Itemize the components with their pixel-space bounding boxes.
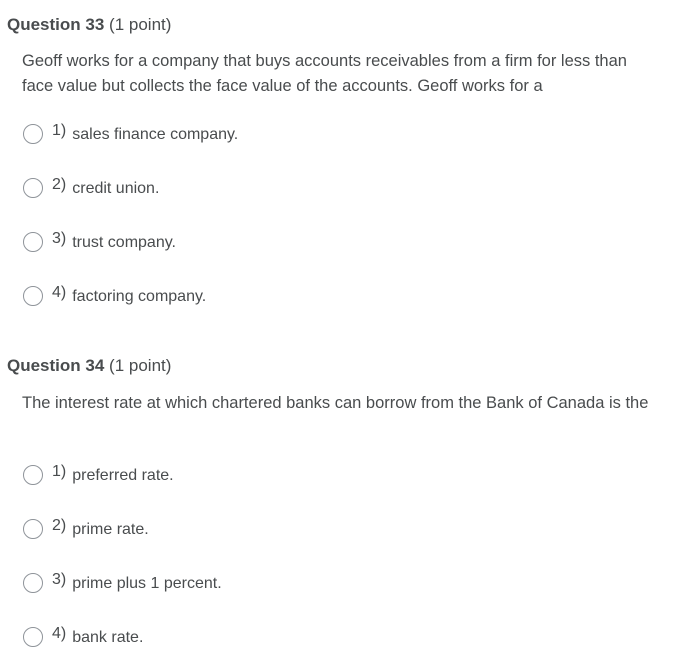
option-label: credit union.: [72, 180, 160, 197]
radio-button[interactable]: [23, 627, 43, 647]
option-1[interactable]: [23, 121, 238, 147]
option-number: 3): [52, 230, 67, 247]
question-points: (1 point): [109, 356, 172, 375]
option-label: prime plus 1 percent.: [72, 575, 222, 592]
option-2[interactable]: [23, 516, 149, 542]
option-4[interactable]: [23, 624, 143, 650]
option-1[interactable]: [23, 462, 174, 488]
option-3[interactable]: [23, 570, 222, 596]
question-number: Question 33: [7, 15, 105, 34]
radio-button[interactable]: [23, 573, 43, 593]
question-text: Geoff works for a company that buys accounts receivables from a firm for less than face value but collects the face value of the accounts. Geoff works for a: [22, 52, 627, 95]
option-number: 1): [52, 122, 67, 139]
option-number: 1): [52, 463, 67, 480]
radio-button[interactable]: [23, 465, 43, 485]
option-label: trust company.: [72, 234, 176, 251]
option-number: 3): [52, 571, 67, 588]
option-number: 4): [52, 284, 67, 301]
radio-button[interactable]: [23, 286, 43, 306]
radio-button[interactable]: [23, 178, 43, 198]
option-label: factoring company.: [72, 288, 207, 305]
question-text: The interest rate at which chartered banks can borrow from the Bank of Canada is the: [22, 394, 649, 412]
option-3[interactable]: [23, 229, 176, 255]
radio-button[interactable]: [23, 232, 43, 252]
question-number: Question 34: [7, 356, 105, 375]
option-number: 2): [52, 517, 67, 534]
option-number: 2): [52, 176, 67, 193]
radio-button[interactable]: [23, 124, 43, 144]
option-label: preferred rate.: [72, 467, 174, 484]
option-number: 4): [52, 625, 67, 642]
option-4[interactable]: [23, 283, 206, 309]
option-label: bank rate.: [72, 629, 144, 646]
option-label: sales finance company.: [72, 126, 239, 143]
radio-button[interactable]: [23, 519, 43, 539]
question-header: [7, 14, 171, 36]
question-points: (1 point): [109, 15, 172, 34]
question-header: [7, 355, 171, 377]
option-2[interactable]: [23, 175, 159, 201]
option-label: prime rate.: [72, 521, 149, 538]
